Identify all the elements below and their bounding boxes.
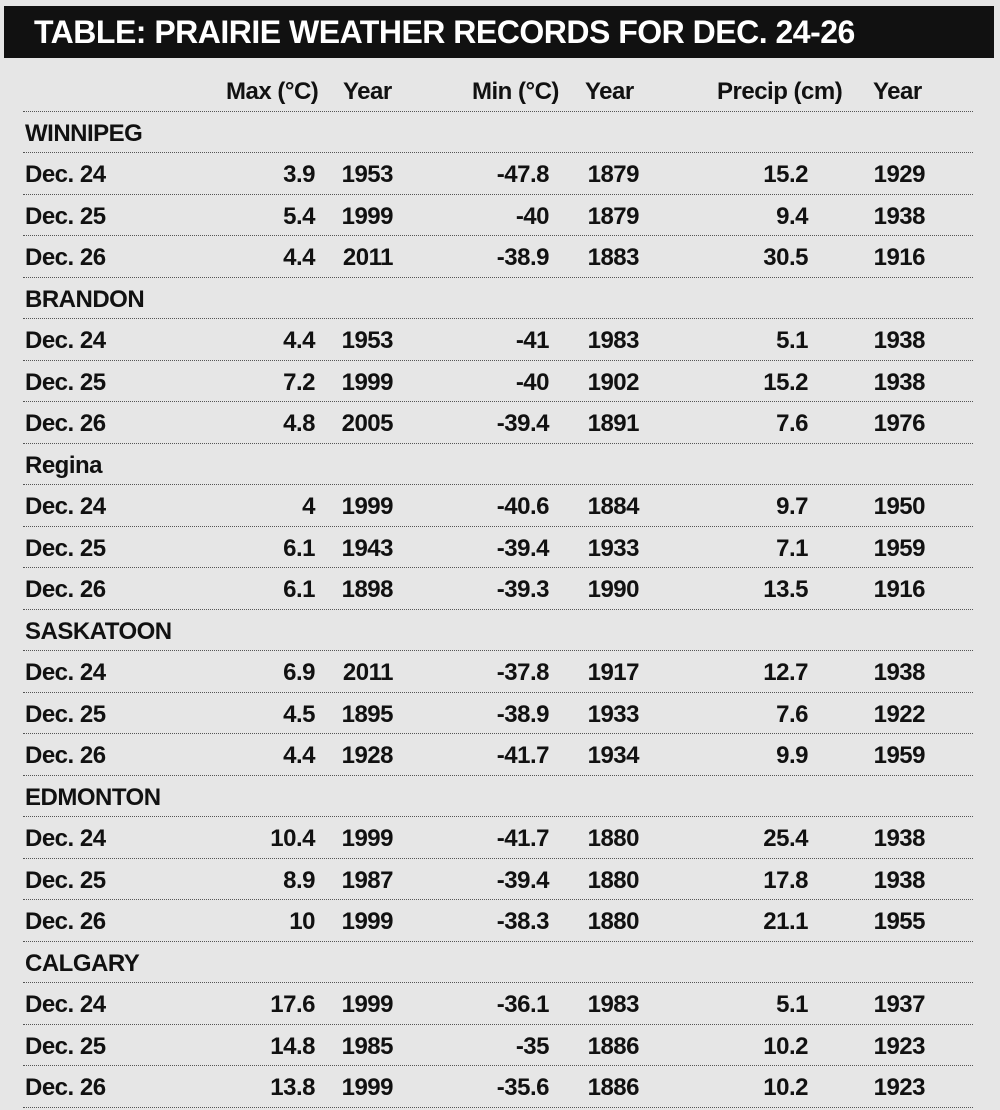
min-cell: -41: [515, 327, 549, 354]
min-year-cell: 1879: [587, 202, 639, 230]
precip-year-cell: 1937: [873, 991, 925, 1018]
city-name: CALGARY: [25, 949, 140, 977]
table-row: [23, 319, 973, 361]
city-row: [23, 444, 973, 486]
min-cell: -39.4: [496, 866, 549, 894]
precip-year-cell: 1929: [873, 161, 925, 188]
max-cell: 14.8: [270, 1032, 315, 1060]
precip-cell: 9.7: [776, 493, 808, 520]
min-year-cell: 1886: [587, 1074, 639, 1101]
table-row: [23, 236, 973, 278]
min-year-cell: 1933: [587, 534, 639, 562]
date-cell: Dec. 24: [25, 991, 106, 1018]
min-year-cell: 1884: [587, 493, 639, 520]
city-row: [23, 776, 973, 818]
max-year-cell: 1953: [341, 161, 393, 188]
min-cell: -39.4: [496, 534, 549, 562]
precip-cell: 7.1: [776, 534, 808, 562]
header-precip-year: Year: [873, 78, 922, 105]
precip-cell: 30.5: [763, 244, 808, 271]
precip-year-cell: 1923: [873, 1074, 925, 1101]
date-cell: Dec. 24: [25, 493, 106, 520]
min-cell: -36.1: [496, 991, 549, 1018]
max-cell: 4.8: [283, 410, 315, 437]
precip-year-cell: 1950: [873, 493, 925, 520]
max-year-cell: 1943: [341, 534, 393, 562]
precip-year-cell: 1959: [873, 534, 925, 562]
max-year-cell: 2011: [342, 659, 393, 686]
precip-cell: 15.2: [763, 368, 808, 396]
min-year-cell: 1883: [587, 244, 639, 271]
min-cell: -37.8: [496, 659, 549, 686]
table-row: [23, 734, 973, 776]
precip-year-cell: 1976: [873, 410, 925, 437]
table-row: [23, 693, 973, 735]
min-year-cell: 1886: [587, 1032, 639, 1060]
max-cell: 7.2: [283, 368, 315, 396]
table-row: [23, 651, 973, 693]
city-name: EDMONTON: [25, 783, 161, 811]
min-year-cell: 1983: [587, 327, 639, 354]
table-row: [23, 402, 973, 444]
min-year-cell: 1880: [587, 866, 639, 894]
city-row: [23, 278, 973, 320]
precip-year-cell: 1938: [873, 825, 925, 852]
max-cell: 6.9: [283, 659, 315, 686]
max-cell: 10: [289, 908, 315, 935]
max-year-cell: 1999: [341, 1074, 393, 1101]
max-year-cell: 2005: [341, 410, 393, 437]
table-header-row: [23, 70, 973, 112]
min-cell: -38.9: [496, 700, 549, 728]
date-cell: Dec. 26: [25, 908, 106, 935]
max-cell: 5.4: [283, 202, 315, 230]
precip-year-cell: 1955: [873, 908, 925, 935]
date-cell: Dec. 24: [25, 825, 106, 852]
max-cell: 13.8: [270, 1074, 315, 1101]
weather-records-table: [0, 70, 1000, 1108]
max-year-cell: 1999: [341, 908, 393, 935]
min-cell: -41.7: [496, 742, 549, 769]
table-row: [23, 568, 973, 610]
max-cell: 4.5: [283, 700, 315, 728]
precip-cell: 15.2: [763, 161, 808, 188]
min-cell: -38.9: [496, 244, 549, 271]
max-year-cell: 1985: [341, 1032, 393, 1060]
precip-cell: 5.1: [776, 991, 808, 1018]
max-year-cell: 1999: [341, 825, 393, 852]
min-year-cell: 1902: [587, 368, 639, 396]
max-year-cell: 2011: [342, 244, 393, 271]
date-cell: Dec. 26: [25, 244, 106, 271]
table-row: [23, 983, 973, 1025]
max-cell: 6.1: [283, 534, 315, 562]
header-precip: Precip (cm): [717, 78, 843, 105]
table-row: [23, 900, 973, 942]
table-row: [23, 153, 973, 195]
max-year-cell: 1999: [341, 493, 393, 520]
date-cell: Dec. 24: [25, 161, 106, 188]
date-cell: Dec. 25: [25, 700, 106, 728]
precip-cell: 10.2: [763, 1032, 808, 1060]
min-cell: -39.3: [496, 576, 549, 603]
date-cell: Dec. 24: [25, 659, 106, 686]
table-row: [23, 817, 973, 859]
precip-cell: 7.6: [776, 700, 808, 728]
precip-cell: 9.4: [776, 202, 808, 230]
min-cell: -40: [515, 368, 549, 396]
max-cell: 3.9: [283, 161, 315, 188]
max-year-cell: 1987: [341, 866, 393, 894]
table-row: [23, 527, 973, 569]
precip-cell: 13.5: [763, 576, 808, 603]
min-year-cell: 1880: [587, 825, 639, 852]
min-cell: -40.6: [496, 493, 549, 520]
min-year-cell: 1934: [587, 742, 639, 769]
precip-year-cell: 1916: [873, 576, 925, 603]
max-cell: 10.4: [270, 825, 315, 852]
date-cell: Dec. 26: [25, 576, 106, 603]
precip-year-cell: 1938: [873, 202, 925, 230]
max-cell: 4.4: [283, 327, 315, 354]
precip-cell: 25.4: [763, 825, 808, 852]
min-year-cell: 1891: [587, 410, 639, 437]
min-year-cell: 1990: [587, 576, 639, 603]
precip-cell: 12.7: [763, 659, 808, 686]
table-row: [23, 1066, 973, 1108]
max-year-cell: 1999: [341, 202, 393, 230]
city-row: [23, 112, 973, 154]
precip-year-cell: 1916: [873, 244, 925, 271]
city-row: [23, 610, 973, 652]
precip-cell: 9.9: [776, 742, 808, 769]
table-row: [23, 859, 973, 901]
table-row: [23, 361, 973, 403]
precip-year-cell: 1938: [873, 866, 925, 894]
precip-year-cell: 1959: [873, 742, 925, 769]
city-row: [23, 942, 973, 984]
max-year-cell: 1999: [341, 991, 393, 1018]
date-cell: Dec. 25: [25, 1032, 106, 1060]
max-year-cell: 1895: [341, 700, 393, 728]
header-max: Max (°C): [226, 78, 319, 105]
min-cell: -35.6: [496, 1074, 549, 1101]
date-cell: Dec. 26: [25, 742, 106, 769]
max-cell: 4.4: [283, 742, 315, 769]
max-year-cell: 1999: [341, 368, 393, 396]
precip-year-cell: 1922: [873, 700, 925, 728]
precip-year-cell: 1923: [873, 1032, 925, 1060]
max-cell: 4: [302, 493, 315, 520]
max-year-cell: 1898: [341, 576, 393, 603]
min-cell: -40: [515, 202, 549, 230]
min-year-cell: 1933: [587, 700, 639, 728]
city-name: WINNIPEG: [25, 119, 143, 147]
min-year-cell: 1879: [587, 161, 639, 188]
min-year-cell: 1880: [587, 908, 639, 935]
city-name: Regina: [25, 451, 103, 479]
date-cell: Dec. 24: [25, 327, 106, 354]
precip-cell: 10.2: [763, 1074, 808, 1101]
min-year-cell: 1983: [587, 991, 639, 1018]
min-cell: -39.4: [496, 410, 549, 437]
table-body: [0, 112, 1000, 1108]
max-cell: 6.1: [283, 576, 315, 603]
table-row: [23, 195, 973, 237]
date-cell: Dec. 25: [25, 368, 106, 396]
date-cell: Dec. 26: [25, 410, 106, 437]
precip-year-cell: 1938: [873, 368, 925, 396]
precip-cell: 7.6: [776, 410, 808, 437]
table-row: [23, 485, 973, 527]
min-cell: -47.8: [496, 161, 549, 188]
precip-cell: 21.1: [763, 908, 808, 935]
date-cell: Dec. 25: [25, 534, 106, 562]
max-cell: 4.4: [283, 244, 315, 271]
max-year-cell: 1953: [341, 327, 393, 354]
table-title: TABLE: PRAIRIE WEATHER RECORDS FOR DEC. 24-26: [4, 6, 994, 58]
header-min-year: Year: [585, 78, 634, 105]
city-name: SASKATOON: [25, 617, 172, 645]
header-min: Min (°C): [472, 78, 559, 105]
header-max-year: Year: [343, 78, 392, 105]
min-cell: -35: [515, 1032, 549, 1060]
max-year-cell: 1928: [341, 742, 393, 769]
date-cell: Dec. 26: [25, 1074, 106, 1101]
max-cell: 17.6: [270, 991, 315, 1018]
max-cell: 8.9: [283, 866, 315, 894]
precip-cell: 17.8: [763, 866, 808, 894]
city-name: BRANDON: [25, 285, 145, 313]
min-cell: -38.3: [496, 908, 549, 935]
precip-cell: 5.1: [776, 327, 808, 354]
table-row: [23, 1025, 973, 1067]
date-cell: Dec. 25: [25, 866, 106, 894]
min-year-cell: 1917: [587, 659, 639, 686]
date-cell: Dec. 25: [25, 202, 106, 230]
precip-year-cell: 1938: [873, 327, 925, 354]
precip-year-cell: 1938: [873, 659, 925, 686]
min-cell: -41.7: [496, 825, 549, 852]
